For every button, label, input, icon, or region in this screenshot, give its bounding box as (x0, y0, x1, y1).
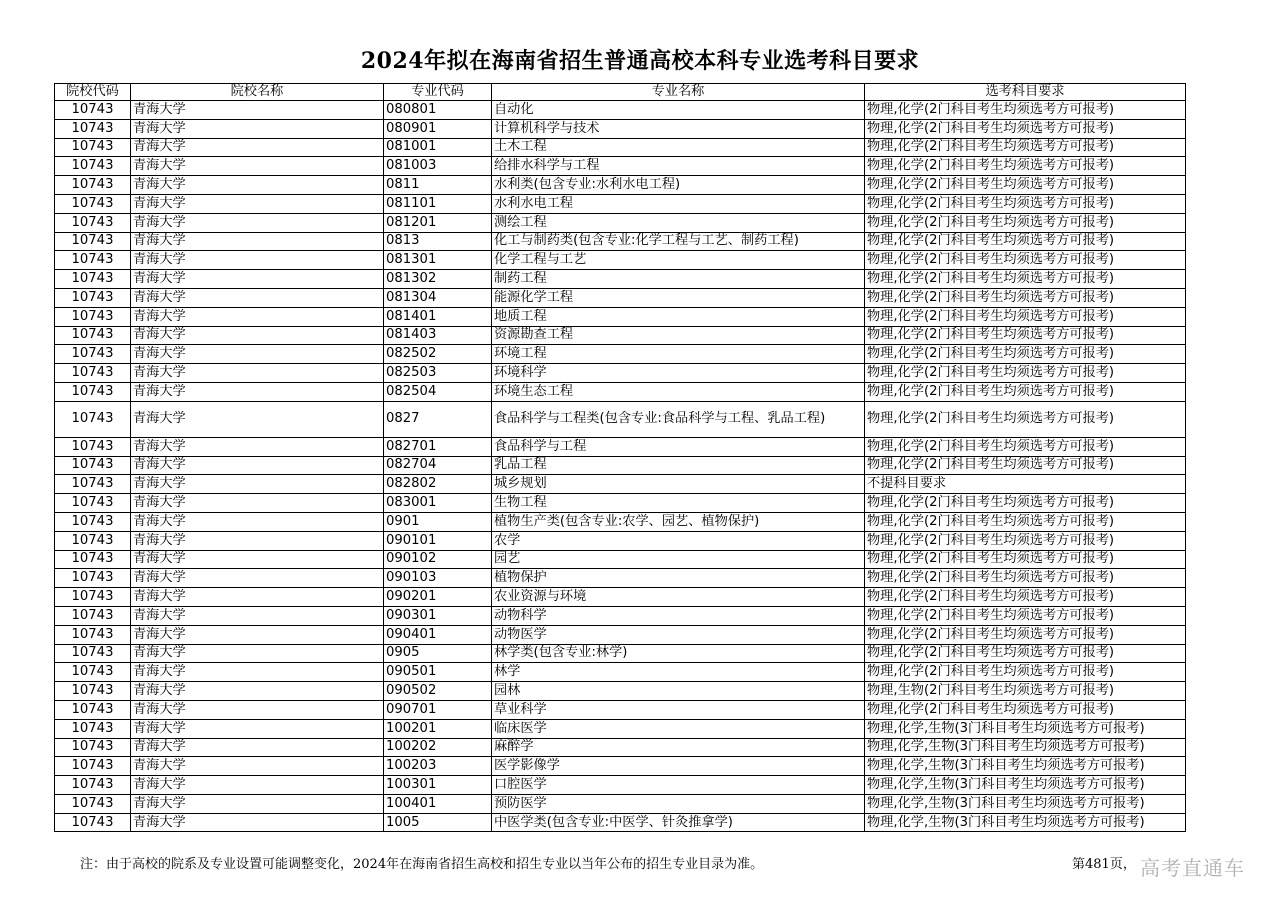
school-code-cell: 10743 (55, 157, 131, 176)
subject-requirement-cell: 物理,化学(2门科目考生均须选考方可报考) (865, 382, 1186, 401)
table-row (55, 138, 1186, 157)
subject-requirement-cell: 物理,化学,生物(3门科目考生均须选考方可报考) (865, 719, 1186, 738)
table-row (55, 345, 1186, 364)
school-name-cell: 青海大学 (131, 757, 384, 776)
school-code-cell: 10743 (55, 232, 131, 251)
subject-requirement-cell: 物理,化学(2门科目考生均须选考方可报考) (865, 251, 1186, 270)
major-name-cell: 地质工程 (492, 307, 865, 326)
header-school-name: 院校名称 (131, 84, 384, 101)
table-row (55, 813, 1186, 832)
table-row (55, 757, 1186, 776)
table-row (55, 326, 1186, 345)
school-name-cell: 青海大学 (131, 588, 384, 607)
school-name-cell: 青海大学 (131, 531, 384, 550)
major-code-cell: 081101 (384, 194, 492, 213)
subject-requirement-cell: 物理,化学,生物(3门科目考生均须选考方可报考) (865, 738, 1186, 757)
major-code-cell: 081003 (384, 157, 492, 176)
table-row (55, 157, 1186, 176)
major-name-cell: 园林 (492, 682, 865, 701)
subject-requirement-cell: 物理,化学,生物(3门科目考生均须选考方可报考) (865, 813, 1186, 832)
subject-requirement-cell: 物理,化学(2门科目考生均须选考方可报考) (865, 644, 1186, 663)
school-name-cell: 青海大学 (131, 644, 384, 663)
major-name-cell: 预防医学 (492, 794, 865, 813)
major-name-cell: 草业科学 (492, 700, 865, 719)
major-code-cell: 0813 (384, 232, 492, 251)
table-row (55, 475, 1186, 494)
table-row (55, 213, 1186, 232)
school-name-cell: 青海大学 (131, 138, 384, 157)
major-code-cell: 090301 (384, 606, 492, 625)
school-name-cell: 青海大学 (131, 625, 384, 644)
school-name-cell: 青海大学 (131, 512, 384, 531)
table-row (55, 606, 1186, 625)
subject-requirement-cell: 物理,化学(2门科目考生均须选考方可报考) (865, 437, 1186, 456)
subject-requirement-cell: 物理,化学,生物(3门科目考生均须选考方可报考) (865, 757, 1186, 776)
table-row (55, 794, 1186, 813)
major-code-cell: 090401 (384, 625, 492, 644)
table-row (55, 364, 1186, 383)
subject-requirement-cell: 物理,化学(2门科目考生均须选考方可报考) (865, 326, 1186, 345)
school-name-cell: 青海大学 (131, 307, 384, 326)
major-code-cell: 090102 (384, 550, 492, 569)
table-row (55, 119, 1186, 138)
page-number: 第481页， (1072, 857, 1136, 872)
major-code-cell: 082504 (384, 382, 492, 401)
school-name-cell: 青海大学 (131, 719, 384, 738)
school-name-cell: 青海大学 (131, 119, 384, 138)
subject-requirement-cell: 物理,化学(2门科目考生均须选考方可报考) (865, 138, 1186, 157)
table-row (55, 307, 1186, 326)
table-row (55, 625, 1186, 644)
table-header (55, 84, 1186, 101)
major-code-cell: 090201 (384, 588, 492, 607)
school-code-cell: 10743 (55, 794, 131, 813)
school-name-cell: 青海大学 (131, 569, 384, 588)
subject-requirement-cell: 物理,化学(2门科目考生均须选考方可报考) (865, 569, 1186, 588)
subject-requirement-cell: 物理,化学(2门科目考生均须选考方可报考) (865, 176, 1186, 195)
footer-note: 注：由于高校的院系及专业设置可能调整变化，2024年在海南省招生高校和招生专业以当年公布的招生专业目录为准。 (80, 857, 764, 872)
major-name-cell: 给排水科学与工程 (492, 157, 865, 176)
major-name-cell: 动物医学 (492, 625, 865, 644)
table-row (55, 494, 1186, 513)
subject-requirement-cell: 物理,化学(2门科目考生均须选考方可报考) (865, 550, 1186, 569)
school-name-cell: 青海大学 (131, 270, 384, 289)
table-row (55, 194, 1186, 213)
school-code-cell: 10743 (55, 494, 131, 513)
subject-requirement-cell: 物理,化学,生物(3门科目考生均须选考方可报考) (865, 776, 1186, 795)
table-row (55, 232, 1186, 251)
school-name-cell: 青海大学 (131, 738, 384, 757)
school-code-cell: 10743 (55, 101, 131, 120)
subject-requirement-cell: 物理,化学(2门科目考生均须选考方可报考) (865, 588, 1186, 607)
major-code-cell: 0905 (384, 644, 492, 663)
school-name-cell: 青海大学 (131, 437, 384, 456)
major-name-cell: 水利水电工程 (492, 194, 865, 213)
school-name-cell: 青海大学 (131, 251, 384, 270)
major-code-cell: 0827 (384, 401, 492, 437)
school-name-cell: 青海大学 (131, 364, 384, 383)
major-code-cell: 081401 (384, 307, 492, 326)
header-school-code: 院校代码 (55, 84, 131, 101)
major-name-cell: 制药工程 (492, 270, 865, 289)
school-name-cell: 青海大学 (131, 176, 384, 195)
major-name-cell: 植物生产类(包含专业:农学、园艺、植物保护) (492, 512, 865, 531)
major-code-cell: 082704 (384, 456, 492, 475)
school-code-cell: 10743 (55, 213, 131, 232)
school-code-cell: 10743 (55, 700, 131, 719)
subject-requirement-cell: 物理,化学(2门科目考生均须选考方可报考) (865, 606, 1186, 625)
major-code-cell: 090103 (384, 569, 492, 588)
table-row (55, 719, 1186, 738)
table-row (55, 700, 1186, 719)
major-name-cell: 口腔医学 (492, 776, 865, 795)
school-name-cell: 青海大学 (131, 776, 384, 795)
major-code-cell: 081403 (384, 326, 492, 345)
major-code-cell: 0811 (384, 176, 492, 195)
subject-requirement-cell: 物理,化学(2门科目考生均须选考方可报考) (865, 119, 1186, 138)
header-major-code: 专业代码 (384, 84, 492, 101)
requirements-table (54, 83, 1186, 832)
table-row (55, 176, 1186, 195)
subject-requirement-cell: 物理,化学(2门科目考生均须选考方可报考) (865, 270, 1186, 289)
major-name-cell: 中医学类(包含专业:中医学、针灸推拿学) (492, 813, 865, 832)
subject-requirement-cell: 物理,化学(2门科目考生均须选考方可报考) (865, 345, 1186, 364)
major-code-cell: 081301 (384, 251, 492, 270)
major-code-cell: 100301 (384, 776, 492, 795)
table-row (55, 550, 1186, 569)
major-code-cell: 081001 (384, 138, 492, 157)
subject-requirement-cell: 物理,化学(2门科目考生均须选考方可报考) (865, 401, 1186, 437)
school-code-cell: 10743 (55, 456, 131, 475)
major-code-cell: 090501 (384, 663, 492, 682)
major-code-cell: 100401 (384, 794, 492, 813)
school-name-cell: 青海大学 (131, 326, 384, 345)
school-code-cell: 10743 (55, 644, 131, 663)
table-row (55, 738, 1186, 757)
major-name-cell: 动物科学 (492, 606, 865, 625)
header-row (55, 84, 1186, 101)
major-code-cell: 081304 (384, 288, 492, 307)
subject-requirement-cell: 物理,化学(2门科目考生均须选考方可报考) (865, 307, 1186, 326)
major-name-cell: 生物工程 (492, 494, 865, 513)
school-code-cell: 10743 (55, 437, 131, 456)
table-row (55, 401, 1186, 437)
table-row (55, 531, 1186, 550)
major-code-cell: 080801 (384, 101, 492, 120)
table-row (55, 512, 1186, 531)
table-row (55, 569, 1186, 588)
school-code-cell: 10743 (55, 176, 131, 195)
subject-requirement-cell: 物理,化学(2门科目考生均须选考方可报考) (865, 494, 1186, 513)
major-name-cell: 环境工程 (492, 345, 865, 364)
school-code-cell: 10743 (55, 401, 131, 437)
school-name-cell: 青海大学 (131, 401, 384, 437)
major-name-cell: 农业资源与环境 (492, 588, 865, 607)
subject-requirement-cell: 物理,化学(2门科目考生均须选考方可报考) (865, 194, 1186, 213)
subject-requirement-cell: 不提科目要求 (865, 475, 1186, 494)
school-code-cell: 10743 (55, 194, 131, 213)
school-code-cell: 10743 (55, 364, 131, 383)
school-name-cell: 青海大学 (131, 663, 384, 682)
school-code-cell: 10743 (55, 663, 131, 682)
school-name-cell: 青海大学 (131, 288, 384, 307)
school-code-cell: 10743 (55, 738, 131, 757)
school-code-cell: 10743 (55, 119, 131, 138)
major-name-cell: 测绘工程 (492, 213, 865, 232)
subject-requirement-cell: 物理,化学(2门科目考生均须选考方可报考) (865, 213, 1186, 232)
major-name-cell: 食品科学与工程 (492, 437, 865, 456)
major-name-cell: 园艺 (492, 550, 865, 569)
table-row (55, 588, 1186, 607)
school-name-cell: 青海大学 (131, 194, 384, 213)
school-code-cell: 10743 (55, 270, 131, 289)
school-code-cell: 10743 (55, 569, 131, 588)
school-code-cell: 10743 (55, 475, 131, 494)
school-code-cell: 10743 (55, 382, 131, 401)
school-code-cell: 10743 (55, 757, 131, 776)
school-name-cell: 青海大学 (131, 475, 384, 494)
school-name-cell: 青海大学 (131, 550, 384, 569)
school-code-cell: 10743 (55, 531, 131, 550)
table-row (55, 382, 1186, 401)
major-code-cell: 082502 (384, 345, 492, 364)
school-code-cell: 10743 (55, 138, 131, 157)
school-code-cell: 10743 (55, 326, 131, 345)
major-name-cell: 林学 (492, 663, 865, 682)
header-subject-requirement: 选考科目要求 (865, 84, 1186, 101)
table-row (55, 288, 1186, 307)
school-name-cell: 青海大学 (131, 494, 384, 513)
school-name-cell: 青海大学 (131, 813, 384, 832)
school-name-cell: 青海大学 (131, 606, 384, 625)
major-code-cell: 090502 (384, 682, 492, 701)
school-name-cell: 青海大学 (131, 456, 384, 475)
page-title: 2024年拟在海南省招生普通高校本科专业选考科目要求 (360, 48, 920, 74)
subject-requirement-cell: 物理,化学(2门科目考生均须选考方可报考) (865, 663, 1186, 682)
table-row (55, 270, 1186, 289)
major-name-cell: 麻醉学 (492, 738, 865, 757)
table-row (55, 682, 1186, 701)
major-name-cell: 能源化学工程 (492, 288, 865, 307)
major-code-cell: 081302 (384, 270, 492, 289)
major-name-cell: 自动化 (492, 101, 865, 120)
major-name-cell: 乳品工程 (492, 456, 865, 475)
major-name-cell: 资源勘查工程 (492, 326, 865, 345)
major-code-cell: 082701 (384, 437, 492, 456)
major-code-cell: 100202 (384, 738, 492, 757)
major-name-cell: 临床医学 (492, 719, 865, 738)
major-name-cell: 化工与制药类(包含专业:化学工程与工艺、制药工程) (492, 232, 865, 251)
subject-requirement-cell: 物理,化学(2门科目考生均须选考方可报考) (865, 101, 1186, 120)
school-name-cell: 青海大学 (131, 700, 384, 719)
major-code-cell: 100201 (384, 719, 492, 738)
school-code-cell: 10743 (55, 307, 131, 326)
major-name-cell: 城乡规划 (492, 475, 865, 494)
school-code-cell: 10743 (55, 606, 131, 625)
subject-requirement-cell: 物理,化学(2门科目考生均须选考方可报考) (865, 512, 1186, 531)
subject-requirement-cell: 物理,化学,生物(3门科目考生均须选考方可报考) (865, 794, 1186, 813)
table-row (55, 644, 1186, 663)
school-name-cell: 青海大学 (131, 213, 384, 232)
school-code-cell: 10743 (55, 588, 131, 607)
subject-requirement-cell: 物理,化学(2门科目考生均须选考方可报考) (865, 232, 1186, 251)
table-row (55, 437, 1186, 456)
school-code-cell: 10743 (55, 345, 131, 364)
major-name-cell: 林学类(包含专业:林学) (492, 644, 865, 663)
school-name-cell: 青海大学 (131, 101, 384, 120)
major-code-cell: 082802 (384, 475, 492, 494)
school-code-cell: 10743 (55, 512, 131, 531)
school-code-cell: 10743 (55, 288, 131, 307)
major-name-cell: 植物保护 (492, 569, 865, 588)
subject-requirement-cell: 物理,化学(2门科目考生均须选考方可报考) (865, 700, 1186, 719)
school-code-cell: 10743 (55, 813, 131, 832)
subject-requirement-cell: 物理,化学(2门科目考生均须选考方可报考) (865, 625, 1186, 644)
major-name-cell: 计算机科学与技术 (492, 119, 865, 138)
school-code-cell: 10743 (55, 776, 131, 795)
subject-requirement-cell: 物理,化学(2门科目考生均须选考方可报考) (865, 364, 1186, 383)
school-code-cell: 10743 (55, 251, 131, 270)
school-code-cell: 10743 (55, 625, 131, 644)
major-name-cell: 化学工程与工艺 (492, 251, 865, 270)
major-code-cell: 090101 (384, 531, 492, 550)
major-name-cell: 环境生态工程 (492, 382, 865, 401)
major-code-cell: 0901 (384, 512, 492, 531)
table-row (55, 251, 1186, 270)
school-name-cell: 青海大学 (131, 345, 384, 364)
school-code-cell: 10743 (55, 550, 131, 569)
subject-requirement-cell: 物理,化学(2门科目考生均须选考方可报考) (865, 456, 1186, 475)
major-name-cell: 土木工程 (492, 138, 865, 157)
major-code-cell: 100203 (384, 757, 492, 776)
subject-requirement-cell: 物理,生物(2门科目考生均须选考方可报考) (865, 682, 1186, 701)
major-name-cell: 环境科学 (492, 364, 865, 383)
table-row (55, 776, 1186, 795)
subject-requirement-cell: 物理,化学(2门科目考生均须选考方可报考) (865, 157, 1186, 176)
major-name-cell: 食品科学与工程类(包含专业:食品科学与工程、乳品工程) (492, 401, 865, 437)
table-body (55, 101, 1186, 832)
school-name-cell: 青海大学 (131, 382, 384, 401)
subject-requirement-cell: 物理,化学(2门科目考生均须选考方可报考) (865, 288, 1186, 307)
school-name-cell: 青海大学 (131, 682, 384, 701)
table-row (55, 101, 1186, 120)
major-code-cell: 090701 (384, 700, 492, 719)
watermark: 高考直通车 (1140, 856, 1245, 880)
school-name-cell: 青海大学 (131, 232, 384, 251)
school-code-cell: 10743 (55, 682, 131, 701)
major-code-cell: 083001 (384, 494, 492, 513)
school-name-cell: 青海大学 (131, 794, 384, 813)
table-row (55, 663, 1186, 682)
major-name-cell: 农学 (492, 531, 865, 550)
major-name-cell: 医学影像学 (492, 757, 865, 776)
major-code-cell: 081201 (384, 213, 492, 232)
subject-requirement-cell: 物理,化学(2门科目考生均须选考方可报考) (865, 531, 1186, 550)
school-code-cell: 10743 (55, 719, 131, 738)
major-code-cell: 082503 (384, 364, 492, 383)
major-code-cell: 080901 (384, 119, 492, 138)
school-name-cell: 青海大学 (131, 157, 384, 176)
header-major-name: 专业名称 (492, 84, 865, 101)
major-code-cell: 1005 (384, 813, 492, 832)
table-row (55, 456, 1186, 475)
major-name-cell: 水利类(包含专业:水利水电工程) (492, 176, 865, 195)
